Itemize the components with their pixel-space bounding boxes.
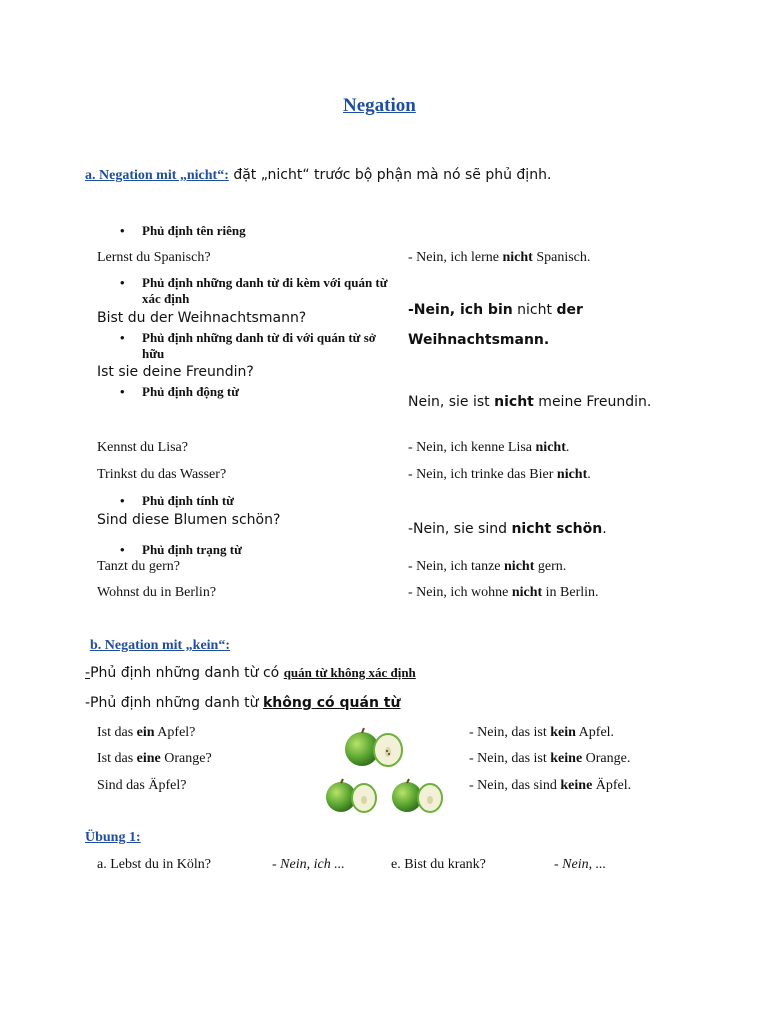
kein-answer-2: - Nein, das ist keine Orange. (469, 751, 631, 766)
exercise-question-a: a. Lebst du in Köln? (97, 857, 211, 872)
section-a-heading: a. Negation mit „nicht“: (85, 168, 229, 183)
question-4: Kennst du Lisa? (97, 440, 188, 455)
bullet-proper-name: • Phủ định tên riêng (120, 223, 246, 238)
bullet-adverb: • Phủ định trạng từ (120, 542, 242, 557)
question-1: Lernst du Spanisch? (97, 250, 211, 265)
kein-question-2: Ist das eine Orange? (97, 751, 212, 766)
kein-question-1: Ist das ein Apfel? (97, 725, 196, 740)
kein-answer-3: - Nein, das sind keine Äpfel. (469, 778, 632, 793)
question-3: Ist sie deine Freundin? (97, 364, 254, 380)
rule-1: -Phủ định những danh từ có quán từ không xác định (85, 665, 416, 681)
section-b-heading: b. Negation mit „kein“: (90, 638, 230, 653)
kein-answer-1: - Nein, das ist kein Apfel. (469, 725, 615, 740)
question-6: Sind diese Blumen schön? (97, 512, 281, 528)
question-7: Tanzt du gern? (97, 559, 180, 574)
answer-6: -Nein, sie sind nicht schön. (408, 521, 607, 537)
section-a-desc: đặt „nicht“ trước bộ phận mà nó sẽ phủ định. (228, 167, 552, 183)
exercise-heading: Übung 1: (85, 830, 141, 845)
answer-5: - Nein, ich trinke das Bier nicht. (408, 467, 591, 482)
question-5: Trinkst du das Wasser? (97, 467, 227, 482)
bullet-possessive: • Phủ định những danh từ đi với quán từ sở hữu (120, 330, 376, 361)
apple-icon (343, 726, 405, 770)
answer-7: - Nein, ich tanze nicht gern. (408, 559, 567, 574)
answer-8: - Nein, ich wohne nicht in Berlin. (408, 585, 599, 600)
bullet-verb: • Phủ định động từ (120, 384, 240, 399)
section-a-intro (85, 166, 551, 184)
answer-1: - Nein, ich lerne nicht Spanisch. (408, 250, 591, 265)
answer-3: Nein, sie ist nicht meine Freundin. (408, 394, 652, 410)
answer-2: -Nein, ich bin nicht der (408, 302, 583, 318)
kein-question-3: Sind das Äpfel? (97, 778, 187, 793)
question-8: Wohnst du in Berlin? (97, 585, 217, 600)
bullet-definite-article: • Phủ định những danh từ đi kèm với quán từ xác định (120, 275, 388, 306)
exercise-question-e: e. Bist du krank? (391, 857, 486, 872)
apple-icon (324, 778, 380, 814)
question-2: Bist du der Weihnachtsmann? (97, 310, 307, 326)
exercise-answer-e: - Nein, ... (554, 857, 607, 872)
page-title: Negation (343, 95, 416, 116)
answer-2-line2: Weihnachtsmann. (408, 332, 550, 348)
bullet-adjective: • Phủ định tính từ (120, 493, 234, 508)
apple-icon (390, 778, 446, 814)
answer-4: - Nein, ich kenne Lisa nicht. (408, 440, 570, 455)
rule-2: -Phủ định những danh từ không có quán từ (85, 695, 401, 711)
exercise-answer-a: - Nein, ich ... (272, 857, 345, 872)
